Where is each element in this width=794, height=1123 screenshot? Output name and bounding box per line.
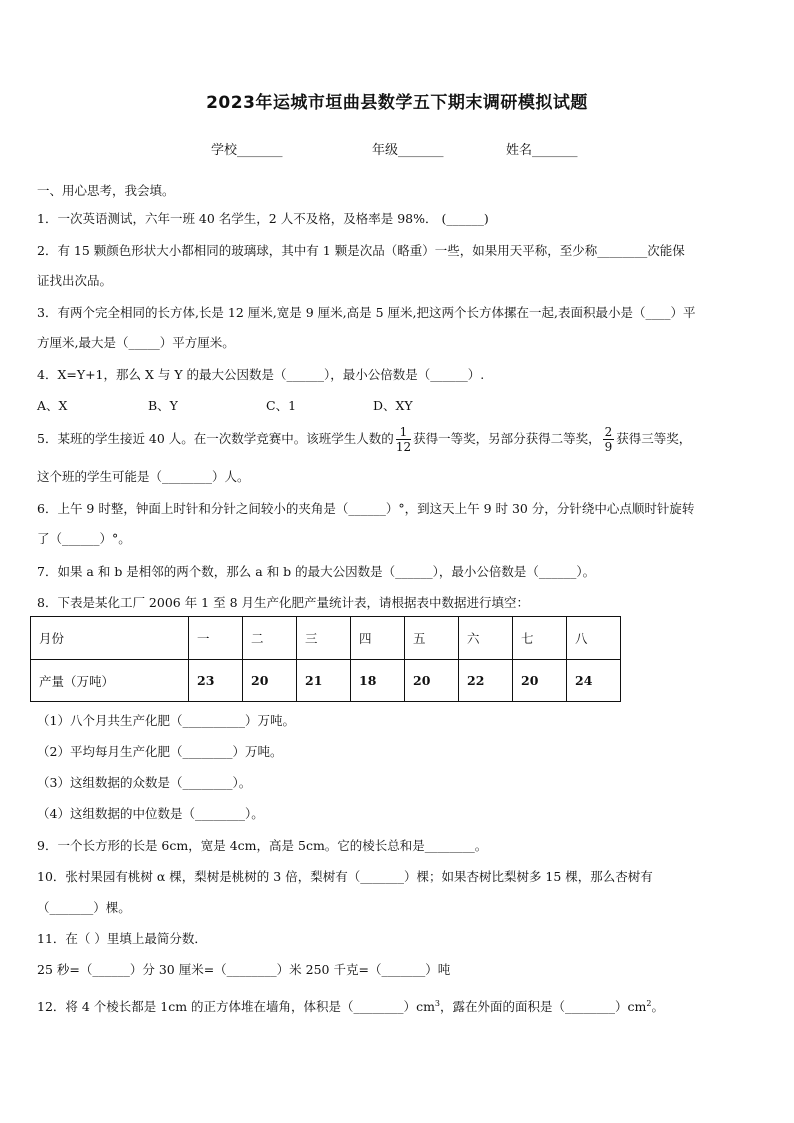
table-cell-value: 20 [243, 660, 297, 702]
table-cell-month: 七 [513, 617, 567, 660]
fraction-two-ninths [603, 425, 615, 454]
question-12-text-b: ，露在外面的面积是（________） [440, 999, 628, 1014]
question-4: 4．X=Y+1，那么 X 与 Y 的最大公因数是（______），最小公倍数是（______）. [37, 367, 485, 382]
fraction-numerator: 2 [604, 425, 613, 439]
fraction-denominator: 9 [604, 440, 613, 454]
question-9: 9．一个长方形的长是 6cm，宽是 4cm，高是 5cm。它的棱长总和是________。 [37, 838, 488, 853]
unit-text: cm [627, 999, 647, 1014]
question-8-sub-1: （1）八个月共生产化肥（__________）万吨。 [37, 713, 295, 728]
unit-cm2 [628, 999, 652, 1014]
table-cell-value: 22 [459, 660, 513, 702]
grade-field: 年级_______ [372, 143, 444, 158]
question-5-text-b: 获得一等奖，另部分获得二等奖， [413, 431, 601, 446]
table-cell-month: 三 [297, 617, 351, 660]
unit-exponent: 3 [434, 998, 441, 1008]
question-8-sub-2: （2）平均每月生产化肥（________）万吨。 [37, 744, 283, 759]
table-cell-month: 二 [243, 617, 297, 660]
table-cell-month: 八 [567, 617, 621, 660]
question-12-text-a: 12．将 4 个棱长都是 1cm 的正方体堆在墙角，体积是（________） [37, 999, 417, 1014]
unit-text: cm [416, 999, 435, 1014]
table-cell-value: 21 [297, 660, 351, 702]
table-cell-month: 六 [459, 617, 513, 660]
section-heading: 一、用心思考，我会填。 [37, 183, 175, 198]
question-11-line-1: 11．在（ ）里填上最简分数． [37, 931, 207, 946]
school-field: 学校_______ [211, 143, 283, 158]
fraction-one-twelfth [396, 425, 411, 454]
option-d: D、XY [373, 398, 413, 413]
question-8-intro: 8．下表是某化工厂 2006 年 1 至 8 月生产化肥产量统计表，请根据表中数据进行填空： [37, 595, 530, 610]
table-cell-value: 24 [567, 660, 621, 702]
question-7: 7．如果 a 和 b 是相邻的两个数，那么 a 和 b 的最大公因数是（______），最小公倍数是（______）。 [37, 564, 596, 579]
question-12-text-c: 。 [651, 999, 664, 1014]
table-row-output [31, 660, 621, 702]
question-8-sub-4: （4）这组数据的中位数是（________）。 [37, 806, 264, 821]
table-cell-value: 20 [405, 660, 459, 702]
question-6-line-1: 6．上午 9 时整，钟面上时针和分针之间较小的夹角是（______）°，到这天上午 9 时 30 分，分针绕中心点顺时针旋转 [37, 501, 695, 516]
question-2-line-2: 证找出次品。 [37, 273, 113, 288]
name-field: 姓名_______ [506, 143, 578, 158]
option-a: A、X [37, 398, 68, 413]
question-5-line-2: 这个班的学生可能是（________）人。 [37, 469, 250, 484]
question-6-line-2: 了（______）°。 [37, 531, 131, 546]
question-11-line-2: 25 秒=（______）分 30 厘米=（________）米 250 千克=（_______）吨 [37, 962, 451, 977]
unit-exponent: 2 [646, 998, 652, 1008]
question-8-sub-3: （3）这组数据的众数是（________）。 [37, 775, 252, 790]
page-title: 2023年运城市垣曲县数学五下期末调研模拟试题 [206, 93, 588, 113]
table-header-output: 产量（万吨） [31, 660, 189, 702]
unit-cm3 [416, 999, 440, 1014]
option-c: C、1 [266, 398, 297, 413]
question-5-text-c: 获得三等奖， [616, 431, 692, 446]
fraction-denominator: 12 [395, 440, 412, 454]
table-header-month: 月份 [31, 617, 189, 660]
table-row-months [31, 617, 621, 660]
table-cell-value: 20 [513, 660, 567, 702]
table-cell-month: 四 [351, 617, 405, 660]
question-5-line-1 [37, 425, 691, 454]
option-b: B、Y [148, 398, 178, 413]
question-1: 1．一次英语测试，六年一班 40 名学生，2 人不及格，及格率是 98%． (______) [37, 211, 489, 226]
production-table [30, 616, 621, 702]
question-12 [37, 997, 664, 1015]
table-cell-month: 五 [405, 617, 459, 660]
question-10-line-2: （_______）棵。 [37, 900, 131, 915]
table-cell-month: 一 [189, 617, 243, 660]
question-10-line-1: 10．张村果园有桃树 α 棵，梨树是桃树的 3 倍，梨树有（_______）棵；如果杏树比梨树多 15 棵，那么杏树有 [37, 869, 653, 884]
question-3-line-1: 3．有两个完全相同的长方体,长是 12 厘米,宽是 9 厘米,高是 5 厘米,把这两个长方体摞在一起,表面积最小是（____）平 [37, 305, 696, 320]
table-cell-value: 23 [189, 660, 243, 702]
fraction-numerator: 1 [396, 425, 411, 440]
question-3-line-2: 方厘米,最大是（_____）平方厘米。 [37, 335, 235, 350]
question-2-line-1: 2．有 15 颗颜色形状大小都相同的玻璃球，其中有 1 颗是次品（略重）一些，如果用天平称，至少称________次能保 [37, 243, 685, 258]
question-5-text-a: 5．某班的学生接近 40 人。在一次数学竞赛中。该班学生人数的 [37, 431, 394, 446]
table-cell-value: 18 [351, 660, 405, 702]
